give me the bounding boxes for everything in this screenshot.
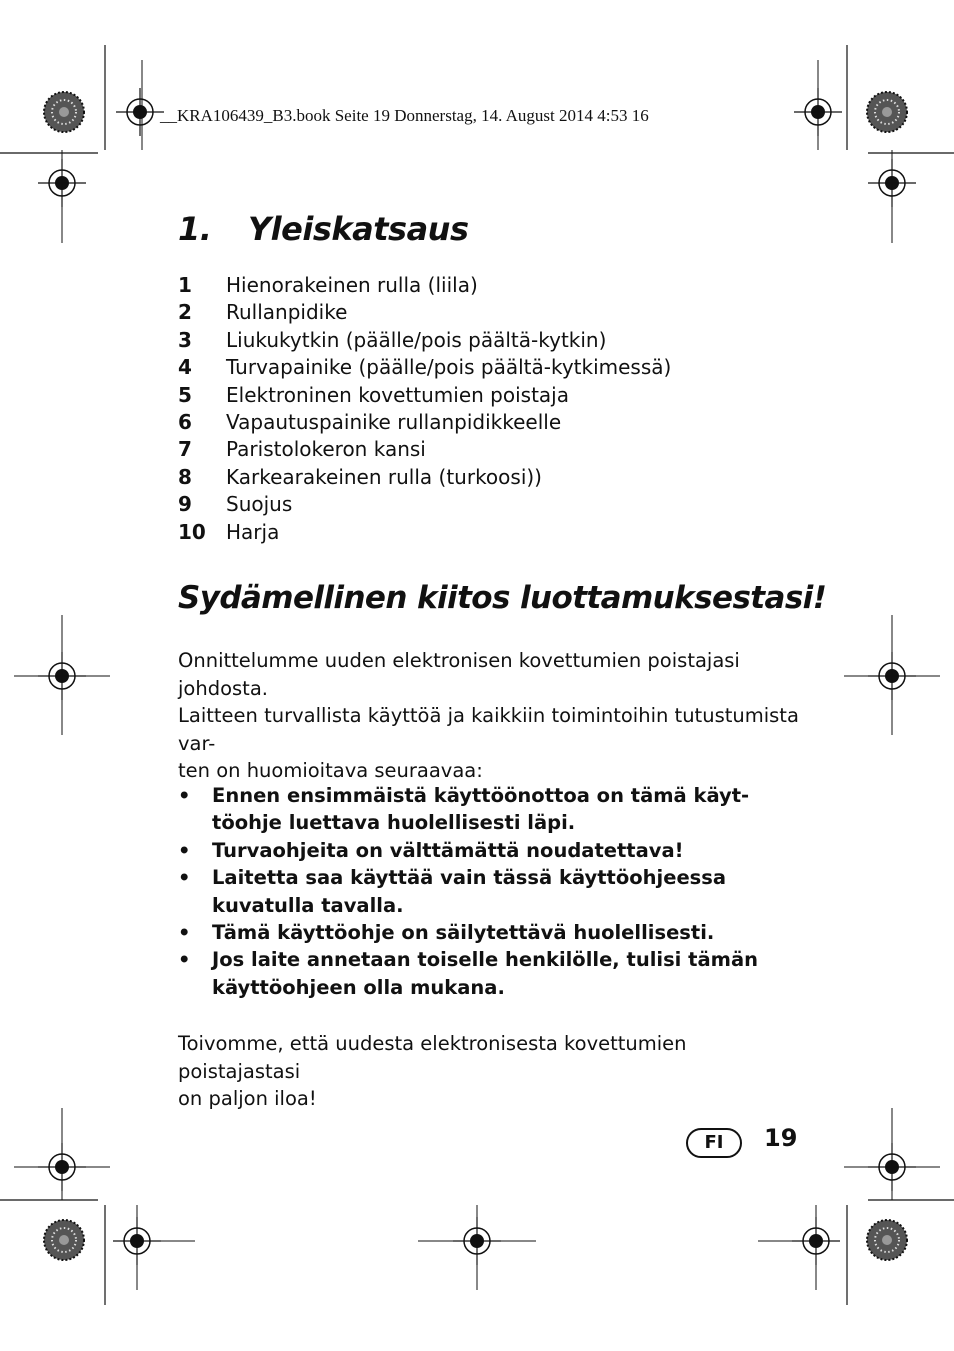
list-item: • Jos laite annetaan toiselle henkilölle, tulisi tämän käyttöohjeen olla mukana. <box>178 948 758 999</box>
part-label: Harja <box>226 519 280 544</box>
safety-bullet-list <box>178 782 808 1001</box>
list-item <box>178 299 671 326</box>
part-number: 2 <box>178 300 192 325</box>
welcome-heading: Sydämellinen kiitos luottamuksestasi! <box>178 580 827 616</box>
part-number: 6 <box>178 409 192 434</box>
list-item: • Laitetta saa käyttää vain tässä käyttöohjeessa kuvatulla tavalla. <box>178 866 727 917</box>
part-label: Hienorakeinen rulla (liila) <box>226 273 478 297</box>
list-item <box>178 272 671 299</box>
part-number: 1 <box>178 273 192 297</box>
bullet-icon: • <box>178 838 191 862</box>
print-file-info: __KRA106439_B3.book Seite 19 Donnerstag, 14. August 2014 4:53 16 <box>160 106 649 125</box>
part-label: Rullanpidike <box>226 300 348 325</box>
intro-paragraph: Onnittelumme uuden elektronisen kovettumien poistajasi johdosta. <box>178 649 740 700</box>
bullet-icon: • <box>178 866 191 890</box>
part-number: 9 <box>178 492 192 517</box>
parts-list <box>178 272 671 546</box>
list-item <box>178 491 671 518</box>
part-label: Karkearakeinen rulla (turkoosi)) <box>226 464 542 489</box>
paragraph-line: on paljon iloa! <box>178 1087 317 1110</box>
paragraph-line: Laitteen turvallista käyttöä ja kaikkiin toimintoihin tutustumista var- <box>178 704 799 755</box>
bullet-icon: • <box>178 921 191 945</box>
list-item: • Turvaohjeita on välttämättä noudatettava! <box>178 837 808 864</box>
page-number: 19 <box>764 1124 798 1152</box>
part-label: Suojus <box>226 492 293 517</box>
bullet-icon: • <box>178 948 191 972</box>
part-number: 10 <box>178 519 206 544</box>
part-number: 3 <box>178 327 192 352</box>
bullet-icon: • <box>178 784 191 807</box>
language-badge: FI <box>686 1128 742 1158</box>
part-number: 8 <box>178 464 192 489</box>
list-item <box>178 464 671 491</box>
safety-intro-paragraph <box>178 702 808 785</box>
part-number: 5 <box>178 382 192 407</box>
list-item <box>178 382 671 409</box>
part-label: Elektroninen kovettumien poistaja <box>226 382 569 407</box>
part-label: Vapautuspainike rullanpidikkeelle <box>226 409 562 434</box>
list-item: • Ennen ensimmäistä käyttöönottoa on tämä käyt- töohje luettava huolellisesti läpi. <box>178 784 750 835</box>
part-label: Paristolokeron kansi <box>226 437 426 462</box>
section-number: 1. <box>178 210 212 248</box>
list-item <box>178 519 671 546</box>
part-label: Turvapainike (päälle/pois päältä-kytkimessä) <box>226 355 672 380</box>
part-number: 7 <box>178 437 192 462</box>
section-heading-overview <box>178 210 469 248</box>
list-item <box>178 436 671 463</box>
list-item <box>178 354 671 381</box>
paragraph-line: ten on huomioitava seuraavaa: <box>178 759 483 782</box>
list-item <box>178 409 671 436</box>
part-number: 4 <box>178 355 192 380</box>
closing-paragraph <box>178 1030 808 1113</box>
section-title: Yleiskatsaus <box>248 210 469 248</box>
part-label: Liukukytkin (päälle/pois päältä-kytkin) <box>226 327 607 352</box>
paragraph-line: Toivomme, että uudesta elektronisesta kovettumien poistajastasi <box>178 1032 687 1083</box>
list-item: • Tämä käyttöohje on säilytettävä huolellisesti. <box>178 919 808 946</box>
list-item <box>178 327 671 354</box>
